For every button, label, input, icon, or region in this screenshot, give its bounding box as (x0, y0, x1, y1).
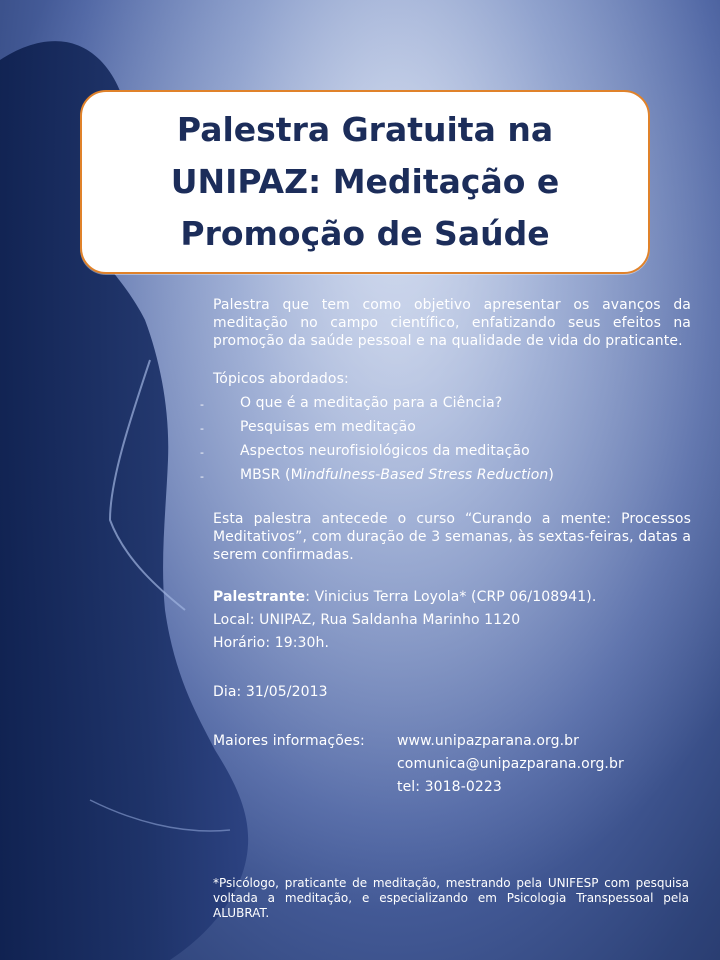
time-line: Horário: 19:30h. (213, 635, 330, 651)
topic-text-mbsr (240, 466, 554, 490)
mbsr-italic: indfulness-Based Stress Reduction (302, 467, 549, 483)
website-link[interactable]: www.unipazparana.org.br (397, 733, 580, 749)
email-link[interactable]: comunica@unipazparana.org.br (397, 756, 624, 772)
list-item (200, 418, 707, 442)
topic-text: Aspectos neurofisiológicos da meditação (240, 443, 530, 459)
body-content (200, 296, 720, 799)
footnote: *Psicólogo, praticante de meditação, mestrando pela UNIFESP com pesquisa voltada a meditação, e especializando em Psicologia Transpessoal pela ALUBRAT. (213, 876, 689, 920)
date-line: Dia: 31/05/2013 (213, 684, 328, 700)
topic-text: Pesquisas em meditação (240, 419, 416, 435)
list-item (200, 394, 707, 418)
bullet-dash: - (200, 422, 205, 435)
title-box (80, 90, 650, 274)
phone-text: tel: 3018-0223 (397, 779, 502, 795)
list-item (200, 442, 707, 466)
location-line: Local: UNIPAZ, Rua Saldanha Marinho 1120 (213, 612, 521, 628)
intro-paragraph: Palestra que tem como objetivo apresentar os avanços da meditação no campo científico, enfatizando seus efeitos na promoção da saúde pessoal e na qualidade de vida do praticante. (213, 297, 691, 349)
topic-text: O que é a meditação para a Ciência? (240, 395, 503, 411)
topics-heading: Tópicos abordados: (213, 371, 349, 387)
contact-label: Maiores informações: (213, 733, 365, 749)
speaker-value: : Vinicius Terra Loyola* (CRP 06/108941). (305, 589, 597, 605)
bullet-dash: - (200, 398, 205, 411)
topics-list (200, 394, 707, 490)
list-item (200, 466, 707, 490)
bullet-dash: - (200, 470, 205, 483)
speaker-label: Palestrante (213, 589, 306, 605)
course-paragraph: Esta palestra antecede o curso “Curando a mente: Processos Meditativos”, com duração de 3 semanas, às sextas-feiras, datas a serem confirmadas. (213, 511, 691, 563)
mbsr-prefix: MBSR (M (240, 467, 303, 483)
contact-block (213, 730, 720, 799)
page-title: Palestra Gratuita na UNIPAZ: Meditação e Promoção de Saúde (170, 110, 560, 253)
bullet-dash: - (200, 446, 205, 459)
speaker-line (213, 586, 720, 609)
mbsr-suffix: ) (548, 467, 554, 483)
